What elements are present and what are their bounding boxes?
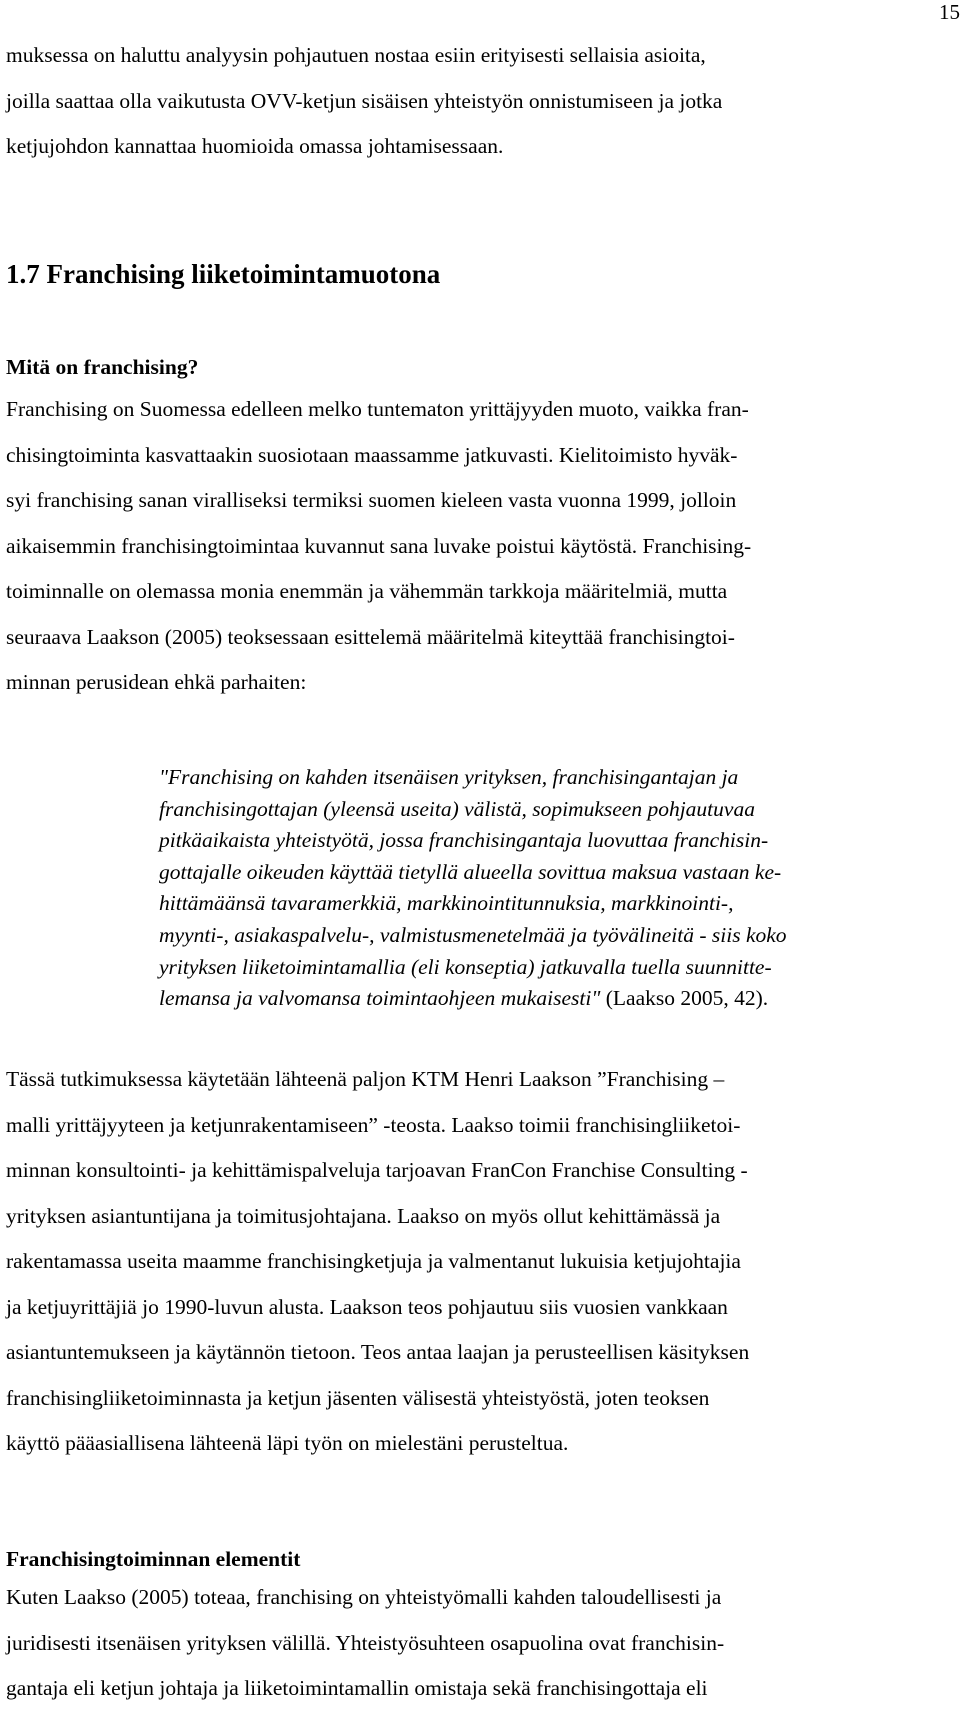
paragraph-elements <box>6 1575 956 1712</box>
quote-line-italic: lemansa ja valvomansa toimintaohjeen mukaisesti" <box>159 986 601 1011</box>
quote-line: franchisingottajan (yleensä useita) välistä, sopimukseen pohjautuvaa <box>159 796 755 821</box>
paragraph-line: minnan perusidean ehkä parhaiten: <box>6 670 307 694</box>
quote-last-line <box>159 983 939 1015</box>
paragraph-source-description <box>6 1057 956 1467</box>
paragraph-line: franchisingliiketoiminnasta ja ketjun jäsenten välisestä yhteistyöstä, joten teoksen <box>6 1385 710 1410</box>
quote-line: myynti-, asiakaspalvelu-, valmistusmenetelmää ja työvälineitä - siis koko <box>159 922 787 947</box>
paragraph-line: käyttö pääasiallisena lähteenä läpi työn on mielestäni perusteltua. <box>6 1431 569 1455</box>
paragraph-line: ja ketjuyrittäjiä jo 1990-luvun alusta. Laakson teos pohjautuu siis vuosien vankkaan <box>6 1294 728 1319</box>
paragraph-line: chisingtoiminta kasvattaakin suosiotaan maassamme jatkuvasti. Kielitoimisto hyväk- <box>6 442 738 467</box>
paragraph-line: seuraava Laakson (2005) teoksessaan esittelemä määritelmä kiteyttää franchisingtoi- <box>6 624 735 649</box>
paragraph-line: toiminnalle on olemassa monia enemmän ja vähemmän tarkkoja määritelmiä, mutta <box>6 579 728 603</box>
intro-line: joilla saattaa olla vaikutusta OVV-ketjun sisäisen yhteistyön onnistumiseen ja jotka <box>6 88 723 113</box>
page-number: 15 <box>939 0 960 24</box>
intro-line: ketjujohdon kannattaa huomioida omassa johtamisessaan. <box>6 134 504 158</box>
quote-line: hittämäänsä tavaramerkkiä, markkinointitunnuksia, markkinointi-, <box>159 891 734 916</box>
paragraph-definition-intro <box>6 387 956 706</box>
paragraph-line: juridisesti itsenäisen yrityksen välillä. Yhteistyösuhteen osapuolina ovat franchisin- <box>6 1630 725 1655</box>
paragraph-line: rakentamassa useita maamme franchisingketjuja ja valmentanut lukuisia ketjujohtajia <box>6 1249 741 1273</box>
paragraph-line: Kuten Laakso (2005) toteaa, franchising on yhteistyömalli kahden taloudellisesti ja <box>6 1585 722 1609</box>
definition-quote <box>159 762 939 1015</box>
paragraph-line: Franchising on Suomessa edelleen melko tuntematon yrittäjyyden muoto, vaikka fran- <box>6 397 749 421</box>
quote-line: yrityksen liiketoimintamallia (eli konseptia) jatkuvalla tuella suunnitte- <box>159 954 772 979</box>
paragraph-line: Tässä tutkimuksessa käytetään lähteenä paljon KTM Henri Laakson ”Franchising – <box>6 1067 725 1091</box>
subheading-what-is-franchising: Mitä on franchising? <box>6 355 199 379</box>
intro-line: muksessa on haluttu analyysin pohjautuen nostaa esiin erityisesti sellaisia asioita, <box>6 43 706 67</box>
paragraph-line: malli yrittäjyyteen ja ketjunrakentamiseen” -teosta. Laakso toimii franchisingliiketoi- <box>6 1112 741 1137</box>
paragraph-line: gantaja eli ketjun johtaja ja liiketoimintamallin omistaja sekä franchisingottaja eli <box>6 1676 708 1700</box>
paragraph-line: aikaisemmin franchisingtoimintaa kuvannut sana luvake poistui käytöstä. Franchising- <box>6 533 752 558</box>
quote-line: "Franchising on kahden itsenäisen yrityksen, franchisingantajan ja <box>159 765 739 789</box>
paragraph-line: yrityksen asiantuntijana ja toimitusjohtajana. Laakso on myös ollut kehittämässä ja <box>6 1203 721 1228</box>
quote-citation: (Laakso 2005, 42). <box>600 986 769 1011</box>
paragraph-line: asiantuntemukseen ja käytännön tietoon. Teos antaa laajan ja perusteellisen käsityksen <box>6 1340 750 1364</box>
section-heading: 1.7 Franchising liiketoimintamuotona <box>6 259 441 289</box>
paragraph-line: minnan konsultointi- ja kehittämispalveluja tarjoavan FranCon Franchise Consulting - <box>6 1158 748 1182</box>
intro-paragraph <box>6 33 956 170</box>
quote-line: pitkäaikaista yhteistyötä, jossa franchisingantaja luovuttaa franchisin- <box>159 828 769 853</box>
quote-line: gottajalle oikeuden käyttää tietyllä alueella sovittua maksua vastaan ke- <box>159 859 782 884</box>
paragraph-line: syi franchising sanan viralliseksi termiksi suomen kieleen vasta vuonna 1999, jolloin <box>6 488 737 512</box>
subheading-franchising-elements: Franchisingtoiminnan elementit <box>6 1547 301 1571</box>
